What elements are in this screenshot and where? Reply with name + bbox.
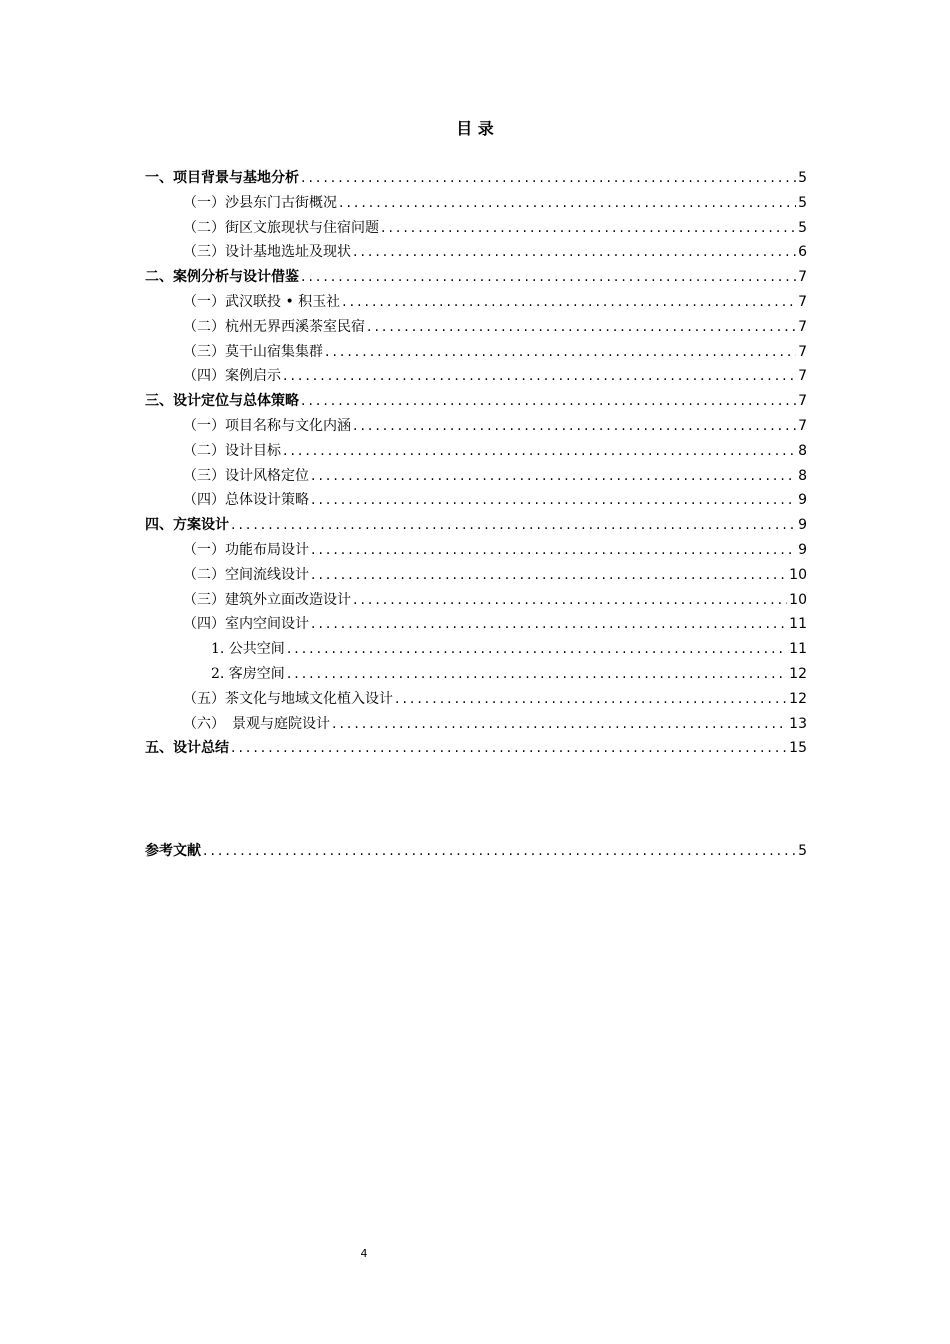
toc-leader-dots bbox=[381, 220, 796, 236]
toc-entry-text: （五）茶文化与地域文化植入设计 bbox=[183, 690, 393, 707]
toc-entry[interactable] bbox=[145, 638, 807, 663]
toc-entry-page: 5 bbox=[798, 843, 807, 859]
toc-entry[interactable] bbox=[145, 217, 807, 242]
toc-leader-dots bbox=[301, 393, 796, 409]
toc-entry[interactable] bbox=[145, 688, 807, 713]
toc-leader-dots bbox=[339, 195, 796, 211]
toc-leader-dots bbox=[367, 319, 796, 335]
toc-leader-dots bbox=[342, 294, 796, 310]
toc-entry-text: 参考文献 bbox=[145, 843, 201, 859]
toc-entry[interactable] bbox=[145, 489, 807, 514]
page-number: 4 bbox=[360, 1247, 368, 1260]
toc-leader-dots bbox=[301, 170, 796, 186]
toc-entry-text: （三）建筑外立面改造设计 bbox=[183, 591, 351, 608]
toc-leader-dots bbox=[353, 244, 796, 260]
toc-entry[interactable] bbox=[145, 564, 807, 589]
toc-leader-dots bbox=[311, 542, 796, 558]
toc-entry-page: 11 bbox=[789, 616, 807, 633]
toc-entry-text: 四、方案设计 bbox=[145, 517, 229, 534]
toc-entry[interactable] bbox=[145, 167, 807, 192]
toc-entry[interactable] bbox=[145, 539, 807, 564]
toc-leader-dots bbox=[231, 517, 796, 533]
toc-leader-dots bbox=[332, 716, 787, 732]
toc-entry-page: 9 bbox=[798, 492, 807, 509]
toc-entry-page: 6 bbox=[798, 244, 807, 261]
toc-leader-dots bbox=[231, 740, 787, 756]
toc-entry-text: 1. 公共空间 bbox=[211, 641, 285, 658]
toc-entry[interactable] bbox=[145, 365, 807, 390]
toc-entry-text: （一）项目名称与文化内涵 bbox=[183, 417, 351, 434]
toc-leader-dots bbox=[311, 616, 787, 632]
toc-entry[interactable] bbox=[145, 192, 807, 217]
toc-entry-text: （一）武汉联投 • 积玉社 bbox=[183, 293, 341, 310]
toc-entry-page: 7 bbox=[798, 393, 807, 410]
toc-entry-page: 5 bbox=[798, 219, 807, 236]
toc-entry-text: （一）沙县东门古街概况 bbox=[183, 194, 337, 211]
toc-entry-page: 5 bbox=[798, 194, 807, 211]
toc-leader-dots bbox=[311, 567, 787, 583]
toc-entry-page: 12 bbox=[789, 690, 807, 707]
toc-entry-page: 7 bbox=[798, 318, 807, 335]
toc-entry[interactable] bbox=[145, 266, 807, 291]
toc-leader-dots bbox=[287, 666, 787, 682]
toc-entry-page: 9 bbox=[798, 541, 807, 558]
toc-leader-dots bbox=[283, 368, 796, 384]
toc-entry[interactable] bbox=[145, 465, 807, 490]
toc-entry-text: （四）室内空间设计 bbox=[183, 616, 309, 633]
toc-leader-dots bbox=[353, 418, 796, 434]
toc-entry-page: 15 bbox=[789, 740, 807, 757]
toc-entry-page: 8 bbox=[798, 467, 807, 484]
toc-entry[interactable] bbox=[145, 341, 807, 366]
toc-entry[interactable] bbox=[145, 713, 807, 738]
toc-entry[interactable] bbox=[145, 316, 807, 341]
toc-leader-dots bbox=[325, 344, 796, 360]
toc-entry-references[interactable] bbox=[145, 840, 807, 865]
toc-entry-page: 7 bbox=[798, 293, 807, 310]
toc-entry-page: 8 bbox=[798, 442, 807, 459]
toc-leader-dots bbox=[311, 492, 796, 508]
toc-entry-page: 7 bbox=[798, 269, 807, 286]
toc-entry[interactable] bbox=[145, 440, 807, 465]
toc-entry-text: （二）杭州无界西溪茶室民宿 bbox=[183, 318, 365, 335]
toc-entry-page: 7 bbox=[798, 417, 807, 434]
toc-leader-dots bbox=[353, 592, 787, 608]
toc-entry-text: （三）设计风格定位 bbox=[183, 467, 309, 484]
toc-entry-page: 13 bbox=[789, 715, 807, 732]
toc-entry[interactable] bbox=[145, 291, 807, 316]
toc-entry-text: 五、设计总结 bbox=[145, 740, 229, 757]
toc-leader-dots bbox=[203, 843, 796, 859]
toc-entry-page: 7 bbox=[798, 368, 807, 385]
toc-entry[interactable] bbox=[145, 589, 807, 614]
toc-entry-text: （六） 景观与庭院设计 bbox=[183, 715, 330, 732]
toc-entry-page: 10 bbox=[789, 566, 807, 583]
toc-title: 目 录 bbox=[456, 119, 494, 138]
toc-entry-page: 5 bbox=[798, 170, 807, 186]
toc-entry-text: （二）空间流线设计 bbox=[183, 566, 309, 583]
toc-entry-text: （四）总体设计策略 bbox=[183, 492, 309, 509]
toc-entry-page: 9 bbox=[798, 517, 807, 534]
toc-entry[interactable] bbox=[145, 514, 807, 539]
toc-entry-text: （四）案例启示 bbox=[183, 368, 281, 385]
toc-entry-text: （三）设计基地选址及现状 bbox=[183, 244, 351, 261]
toc-entry-text: （二）设计目标 bbox=[183, 442, 281, 459]
toc-entry-page: 10 bbox=[789, 591, 807, 608]
toc-leader-dots bbox=[283, 443, 796, 459]
toc-entry[interactable] bbox=[145, 613, 807, 638]
toc-entry-page: 12 bbox=[789, 665, 807, 682]
references-section bbox=[145, 840, 807, 865]
toc-entry-text: 二、案例分析与设计借鉴 bbox=[145, 269, 299, 286]
toc-entry-text: 一、项目背景与基地分析 bbox=[145, 170, 299, 186]
toc-leader-dots bbox=[395, 691, 787, 707]
toc-entry-page: 11 bbox=[789, 641, 807, 658]
toc-entry-text: （二）街区文旅现状与住宿问题 bbox=[183, 219, 379, 236]
toc-list bbox=[145, 167, 807, 762]
toc-entry[interactable] bbox=[145, 663, 807, 688]
toc-entry[interactable] bbox=[145, 390, 807, 415]
toc-entry[interactable] bbox=[145, 415, 807, 440]
toc-entry-page: 7 bbox=[798, 343, 807, 360]
toc-entry-text: （一）功能布局设计 bbox=[183, 541, 309, 558]
toc-entry-text: 三、设计定位与总体策略 bbox=[145, 393, 299, 410]
toc-leader-dots bbox=[287, 641, 787, 657]
toc-entry[interactable] bbox=[145, 241, 807, 266]
toc-entry-text: 2. 客房空间 bbox=[211, 665, 285, 682]
toc-leader-dots bbox=[311, 468, 796, 484]
toc-entry[interactable] bbox=[145, 737, 807, 762]
toc-leader-dots bbox=[301, 269, 796, 285]
toc-entry-text: （三）莫干山宿集集群 bbox=[183, 343, 323, 360]
